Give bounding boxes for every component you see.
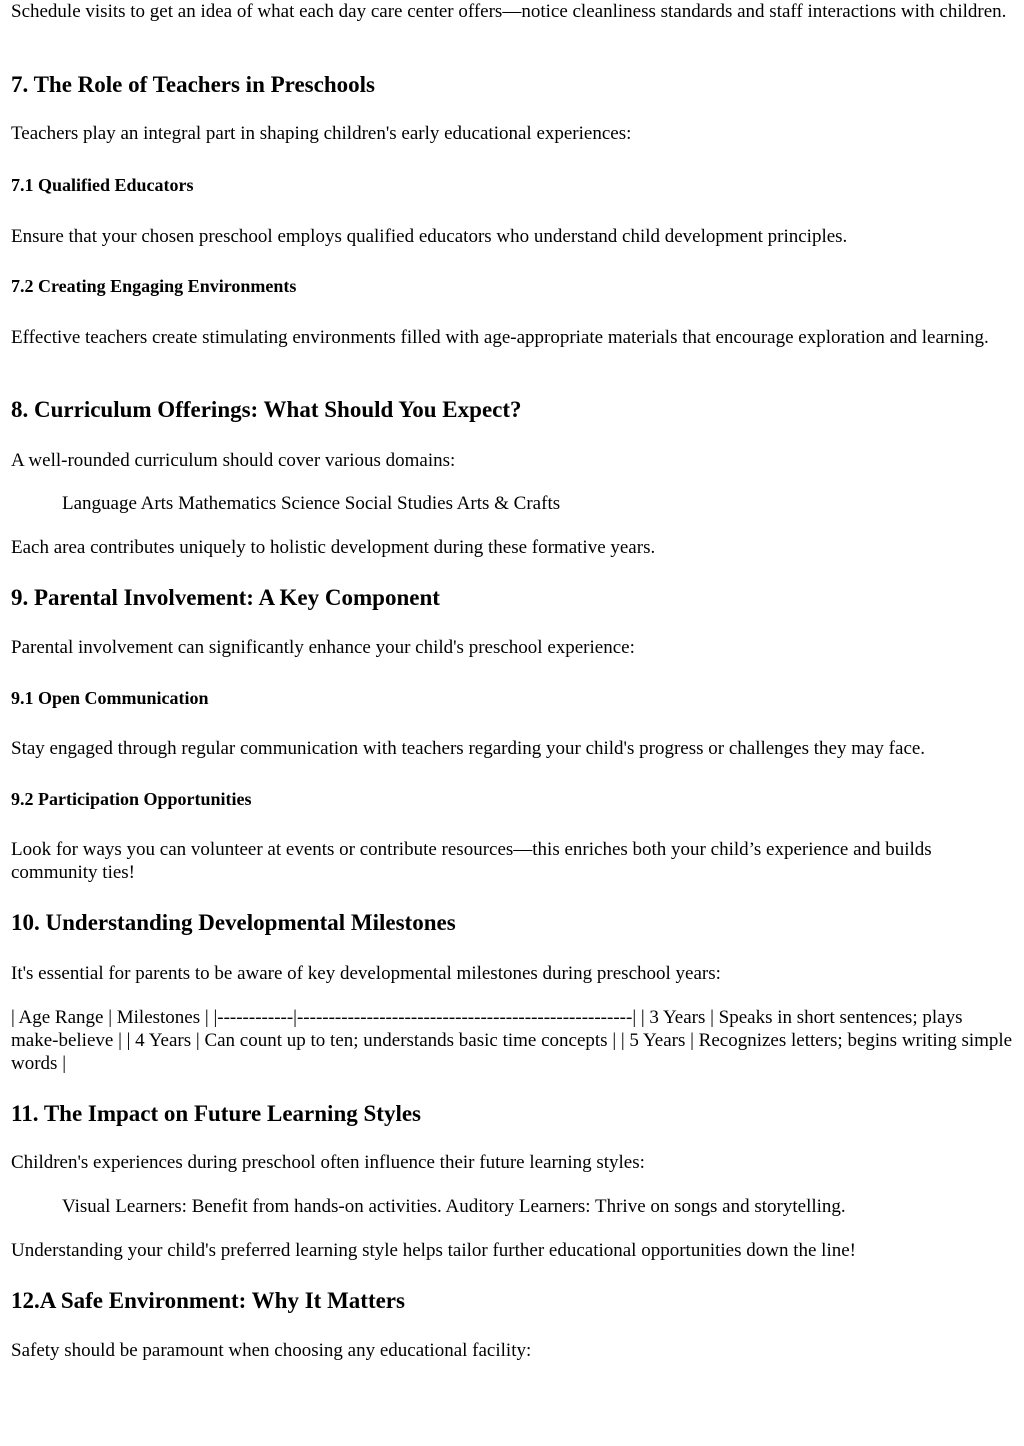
section-12-intro: Safety should be paramount when choosing any educational facility: (11, 1340, 532, 1361)
section-10-heading: 10. Understanding Developmental Milestones (11, 910, 456, 935)
curriculum-list: Language Arts Mathematics Science Social Studies Arts & Crafts (62, 493, 561, 514)
section-7-1-heading: 7.1 Qualified Educators (11, 175, 194, 195)
section-11-intro: Children's experiences during preschool often influence their future learning styles: (11, 1152, 645, 1173)
section-9-heading: 9. Parental Involvement: A Key Component (11, 585, 440, 610)
milestones-table-text: | Age Range | Milestones | |------------|-----------------------------------------------------| | 3 Years | Speaks in short sentences; plays make-believe | | 4 Years | Can count up to ten; understands basic time concepts | | 5 Years | Recognizes letters; begins writing simple words | (11, 1007, 1013, 1074)
section-9-intro: Parental involvement can significantly enhance your child's preschool experience: (11, 637, 635, 658)
section-7-intro: Teachers play an integral part in shaping children's early educational experiences: (11, 123, 632, 144)
section-7-heading: 7. The Role of Teachers in Preschools (11, 72, 375, 97)
section-9-1-text: Stay engaged through regular communication with teachers regarding your child's progress or challenges they may face. (11, 738, 926, 759)
intro-paragraph: Schedule visits to get an idea of what each day care center offers—notice cleanliness standards and staff interactions with children. (11, 1, 1007, 22)
section-10-intro: It's essential for parents to be aware of key developmental milestones during preschool years: (11, 963, 721, 984)
section-7-1-text: Ensure that your chosen preschool employs qualified educators who understand child development principles. (11, 226, 848, 247)
section-11-heading: 11. The Impact on Future Learning Styles (11, 1101, 421, 1126)
section-8-intro: A well-rounded curriculum should cover various domains: (11, 450, 456, 471)
section-11-outro: Understanding your child's preferred learning style helps tailor further educational opportunities down the line! (11, 1240, 856, 1261)
learning-styles-list: Visual Learners: Benefit from hands-on activities. Auditory Learners: Thrive on songs and storytelling. (62, 1196, 846, 1217)
section-7-2-heading: 7.2 Creating Engaging Environments (11, 276, 297, 296)
section-9-2-heading: 9.2 Participation Opportunities (11, 789, 252, 809)
section-9-2-text: Look for ways you can volunteer at events or contribute resources—this enriches both your child’s experience and builds community ties! (11, 839, 932, 883)
section-7-2-text: Effective teachers create stimulating environments filled with age-appropriate materials that encourage exploration and learning. (11, 327, 989, 348)
section-8-heading: 8. Curriculum Offerings: What Should You Expect? (11, 397, 522, 422)
section-8-outro: Each area contributes uniquely to holistic development during these formative years. (11, 537, 656, 558)
section-12-heading: 12.A Safe Environment: Why It Matters (11, 1288, 405, 1313)
section-9-1-heading: 9.1 Open Communication (11, 688, 209, 708)
